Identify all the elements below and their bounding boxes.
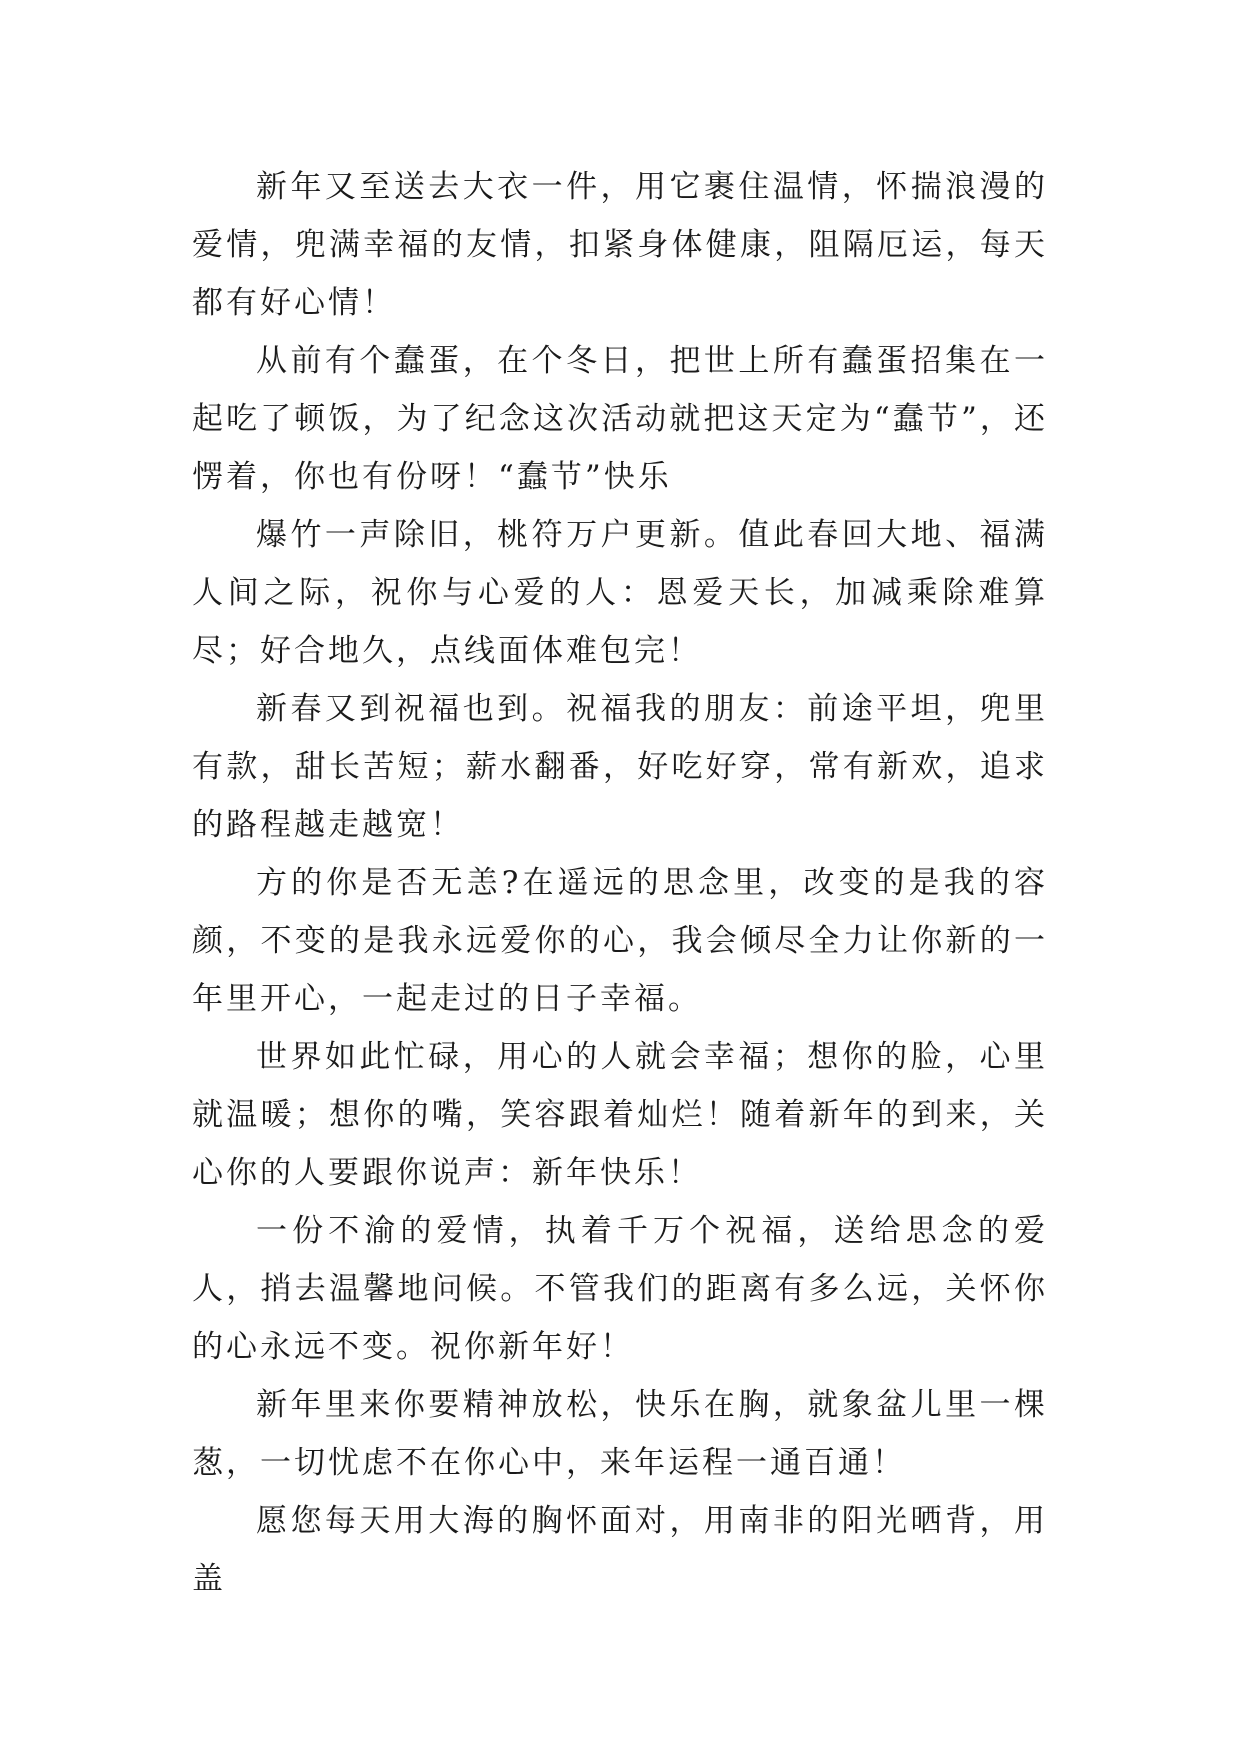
paragraph: 新年又至送去大衣一件，用它裹住温情，怀揣浪漫的爱情，兜满幸福的友情，扣紧身体健康，阻隔厄运，每天都有好心情！ [192, 169, 1048, 321]
document-body [192, 158, 1048, 1608]
paragraph: 方的你是否无恙?在遥远的思念里，改变的是我的容颜，不变的是我永远爱你的心，我会倾尽全力让你新的一年里开心，一起走过的日子幸福。 [192, 865, 1048, 1017]
paragraph: 新春又到祝福也到。祝福我的朋友：前途平坦，兜里有款，甜长苦短；薪水翻番，好吃好穿，常有新欢，追求的路程越走越宽！ [192, 691, 1048, 843]
paragraph: 世界如此忙碌，用心的人就会幸福；想你的脸，心里就温暖；想你的嘴，笑容跟着灿烂！随着新年的到来，关心你的人要跟你说声：新年快乐！ [192, 1039, 1048, 1191]
paragraph: 新年里来你要精神放松，快乐在胸，就象盆儿里一棵葱，一切忧虑不在你心中，来年运程一通百通！ [192, 1387, 1048, 1481]
paragraph: 一份不渝的爱情，执着千万个祝福，送给思念的爱人，捎去温馨地问候。不管我们的距离有多么远，关怀你的心永远不变。祝你新年好！ [192, 1213, 1048, 1365]
paragraph: 从前有个蠢蛋，在个冬日，把世上所有蠢蛋招集在一起吃了顿饭，为了纪念这次活动就把这天定为“蠢节”，还愣着，你也有份呀！“蠢节”快乐 [192, 343, 1048, 495]
paragraph: 爆竹一声除旧，桃符万户更新。值此春回大地、福满人间之际，祝你与心爱的人：恩爱天长，加减乘除难算尽；好合地久，点线面体难包完！ [192, 517, 1048, 669]
paragraph: 愿您每天用大海的胸怀面对，用南非的阳光晒背，用盖 [192, 1503, 1048, 1597]
